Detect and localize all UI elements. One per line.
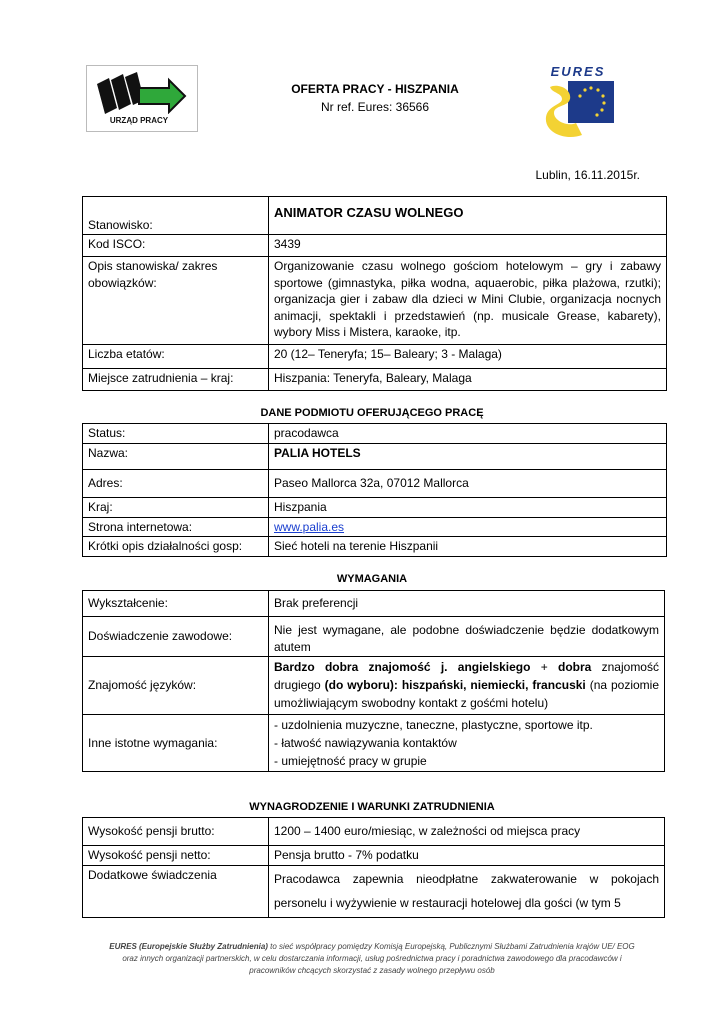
positions-count-value: 20 (12– Teneryfa; 15– Baleary; 3 - Malaga) xyxy=(269,345,667,369)
position-label: Stanowisko: xyxy=(83,197,269,235)
salary-section-title: WYNAGRODZENIE I WARUNKI ZATRUDNIENIA xyxy=(249,801,495,813)
table-row xyxy=(83,715,665,772)
benefits-label: Dodatkowe świadczenia xyxy=(83,865,269,917)
languages-choice: (do wyboru): hiszpański, niemiecki, francuski xyxy=(324,678,586,692)
workplace-value: Hiszpania: Teneryfa, Baleary, Malaga xyxy=(269,369,667,391)
other-requirements-label: Inne istotne wymagania: xyxy=(83,715,269,772)
table-row xyxy=(83,197,667,235)
table-row xyxy=(83,497,667,517)
table-row xyxy=(83,591,665,617)
languages-value xyxy=(269,657,665,715)
employer-name-value: PALIA HOTELS xyxy=(269,443,667,469)
table-row xyxy=(83,657,665,715)
list-item: - łatwość nawiązywania kontaktów xyxy=(274,736,457,750)
languages-english: Bardzo dobra znajomość j. angielskiego xyxy=(274,660,531,674)
table-row xyxy=(83,818,665,846)
footer xyxy=(82,941,662,977)
reference-number: Nr ref. Eures: 36566 xyxy=(320,100,430,114)
table-row xyxy=(83,537,667,557)
requirements-table xyxy=(82,590,665,772)
net-salary-value: Pensja brutto - 7% podatku xyxy=(269,846,665,866)
table-row xyxy=(83,345,667,369)
workplace-label: Miejsce zatrudnienia – kraj: xyxy=(83,369,269,391)
job-details-table xyxy=(82,196,667,391)
footer-line-1: to sieć współpracy pomiędzy Komisją Europejską, Publicznymi Służbami Zatrudnienia krajów UE/ EOG xyxy=(267,942,635,951)
list-item: - umiejętność pracy w grupie xyxy=(274,754,427,768)
address-value: Paseo Mallorca 32a, 07012 Mallorca xyxy=(269,469,667,497)
page-title: OFERTA PRACY - HISZPANIA xyxy=(291,82,459,96)
position-value: ANIMATOR CZASU WOLNEGO xyxy=(269,197,667,235)
svg-text:URZĄD PRACY: URZĄD PRACY xyxy=(109,116,169,125)
table-row xyxy=(83,617,665,657)
table-row xyxy=(83,369,667,391)
description-value: Organizowanie czasu wolnego gościom hotelowym – gry i zabawy sportowe (gimnastyka, piłka wodna, aquaerobic, piłka plażowa, rzutki); organizacja gier i zabaw dla dzieci w Mini Clubie, organizacja nocnych animacji, spektakli i przedstawień (np. musicale Grease, kabarety), wybory Miss i Mistera, karaoke, itp. xyxy=(269,257,667,345)
isco-label: Kod ISCO: xyxy=(83,235,269,257)
urzad-pracy-logo xyxy=(86,65,198,132)
activity-value: Sieć hoteli na terenie Hiszpanii xyxy=(269,537,667,557)
document-date: Lublin, 16.11.2015r. xyxy=(535,168,640,182)
status-label: Status: xyxy=(83,424,269,444)
benefits-value: Pracodawca zapewnia nieodpłatne zakwaterowanie w pokojach personelu i wyżywienie w restauracji hotelowej dla gości (w tym 5 xyxy=(269,865,665,917)
education-value: Brak preferencji xyxy=(269,591,665,617)
table-row xyxy=(83,257,667,345)
gross-salary-value: 1200 – 1400 euro/miesiąc, w zależności od miejsca pracy xyxy=(269,818,665,846)
employer-table xyxy=(82,423,667,557)
languages-level: (na poziomie umożliwiającym swobodny kontakt z gośćmi hotelu) xyxy=(274,678,659,710)
languages-second: znajomość drugiego xyxy=(274,660,659,692)
table-row xyxy=(83,865,665,917)
table-row xyxy=(83,424,667,444)
country-value: Hiszpania xyxy=(269,497,667,517)
experience-value: Nie jest wymagane, ale podobne doświadczenie będzie dodatkowym atutem xyxy=(269,617,665,657)
address-label: Adres: xyxy=(83,469,269,497)
employer-section-title: DANE PODMIOTU OFERUJĄCEGO PRACĘ xyxy=(260,407,484,419)
eures-logo xyxy=(540,63,618,143)
gross-salary-label: Wysokość pensji brutto: xyxy=(83,818,269,846)
requirements-section-title: WYMAGANIA xyxy=(336,573,408,585)
employer-name-label: Nazwa: xyxy=(83,443,269,469)
activity-label: Krótki opis działalności gosp: xyxy=(83,537,269,557)
table-row xyxy=(83,469,667,497)
list-item: - uzdolnienia muzyczne, taneczne, plastyczne, sportowe itp. xyxy=(274,718,593,732)
table-row xyxy=(83,235,667,257)
description-label: Opis stanowiska/ zakres obowiązków: xyxy=(83,257,269,345)
experience-label: Doświadczenie zawodowe: xyxy=(83,617,269,657)
other-requirements-list xyxy=(269,715,665,772)
positions-count-label: Liczba etatów: xyxy=(83,345,269,369)
isco-value: 3439 xyxy=(269,235,667,257)
table-row xyxy=(83,517,667,537)
salary-table xyxy=(82,817,665,918)
languages-plus: + xyxy=(530,660,559,674)
footer-line-2: oraz innych organizacji partnerskich, w celu dostarczania informacji, usług pośrednictwa pracy i poradnictwa zawodowego dla pracodawców i xyxy=(122,954,622,963)
languages-good: dobra xyxy=(558,660,592,674)
country-label: Kraj: xyxy=(83,497,269,517)
languages-label: Znajomość języków: xyxy=(83,657,269,715)
website-label: Strona internetowa: xyxy=(83,517,269,537)
net-salary-label: Wysokość pensji netto: xyxy=(83,846,269,866)
table-row xyxy=(83,846,665,866)
website-link[interactable]: www.palia.es xyxy=(274,519,345,534)
education-label: Wykształcenie: xyxy=(83,591,269,617)
footer-eures-name: EURES (Europejskie Służby Zatrudnienia) xyxy=(109,942,268,951)
footer-line-3: pracowników chcących skorzystać z zasady wolnego przepływu osób xyxy=(249,966,495,975)
svg-text:EURES: EURES xyxy=(550,64,606,79)
status-value: pracodawca xyxy=(269,424,667,444)
table-row xyxy=(83,443,667,469)
